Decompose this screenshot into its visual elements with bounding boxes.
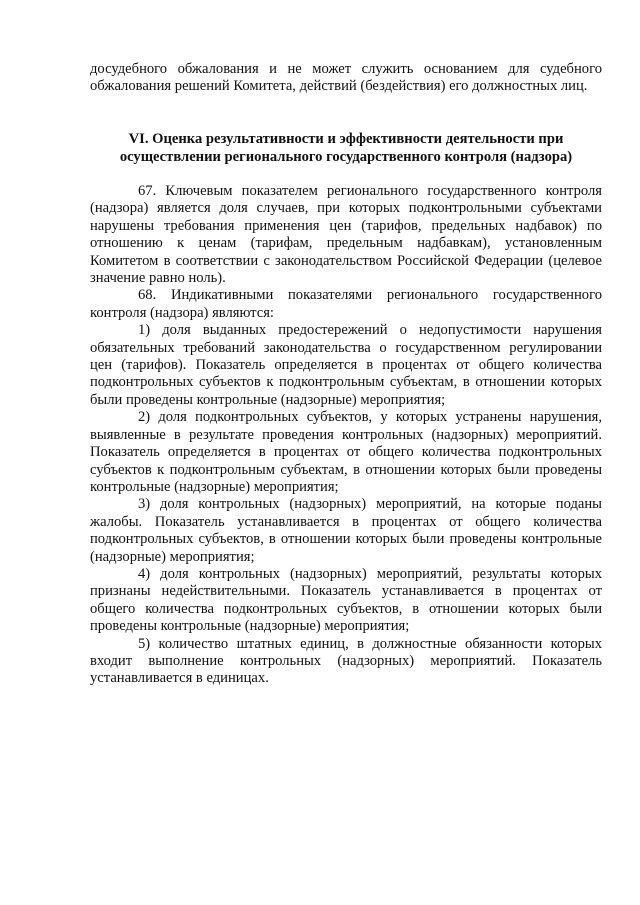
section-body <box>90 183 602 688</box>
list-item-1: 1) доля выданных предостережений о недопустимости нарушения обязательных требований законодательства о государственном регулировании цен (тарифов). Показатель определяется в процентах от общего количества подконтрольных субъектов к подконтрольным субъектам, в отношении которых были проведены контрольные (надзорные) мероприятия; <box>90 322 602 408</box>
list-item-3: 3) доля контрольных (надзорных) мероприятий, на которые поданы жалобы. Показатель устанавливается в процентах от общего количества подконтрольных субъектов, в отношении которых были проведены контрольные (надзорные) мероприятия; <box>90 496 602 565</box>
section-heading: VI. Оценка результативности и эффективности деятельности при осуществлении регионального государственного контроля (надзора) <box>119 131 573 165</box>
list-item-2: 2) доля подконтрольных субъектов, у которых устранены нарушения, выявленные в результате проведения контрольных (надзорных) мероприятий. Показатель определяется в процентах от общего количества подконтрольных субъектов к подконтрольным субъектам, в отношении которых были проведены контрольные (надзорные) мероприятия; <box>90 409 602 495</box>
list-item-5: 5) количество штатных единиц, в должностные обязанности которых входит выполнение контрольных (надзорных) мероприятий. Показатель устанавливается в единицах. <box>90 635 602 687</box>
list-item-4: 4) доля контрольных (надзорных) мероприятий, результаты которых признаны недействительными. Показатель устанавливается в процентах от общего количества подконтрольных субъектов, в отношении которых были проведены контрольные (надзорные) мероприятия; <box>90 565 602 635</box>
previous-paragraph-continuation: досудебного обжалования и не может служить основанием для судебного обжалования решений Комитета, действий (бездействия) его должностных лиц. <box>90 61 602 95</box>
paragraph-67: 67. Ключевым показателем регионального государственного контроля (надзора) является доля случаев, при которых подконтрольными субъектами нарушены требования применения цен (тарифов, предельных надбавок) по отношению к ценам (тарифам, предельным надбавкам), установленным Комитетом в соответствии с законодательством Российской Федерации (целевое значение равно ноль). <box>90 183 602 287</box>
paragraph-68: 68. Индикативными показателями регионального государственного контроля (надзора) являются: <box>90 287 602 321</box>
